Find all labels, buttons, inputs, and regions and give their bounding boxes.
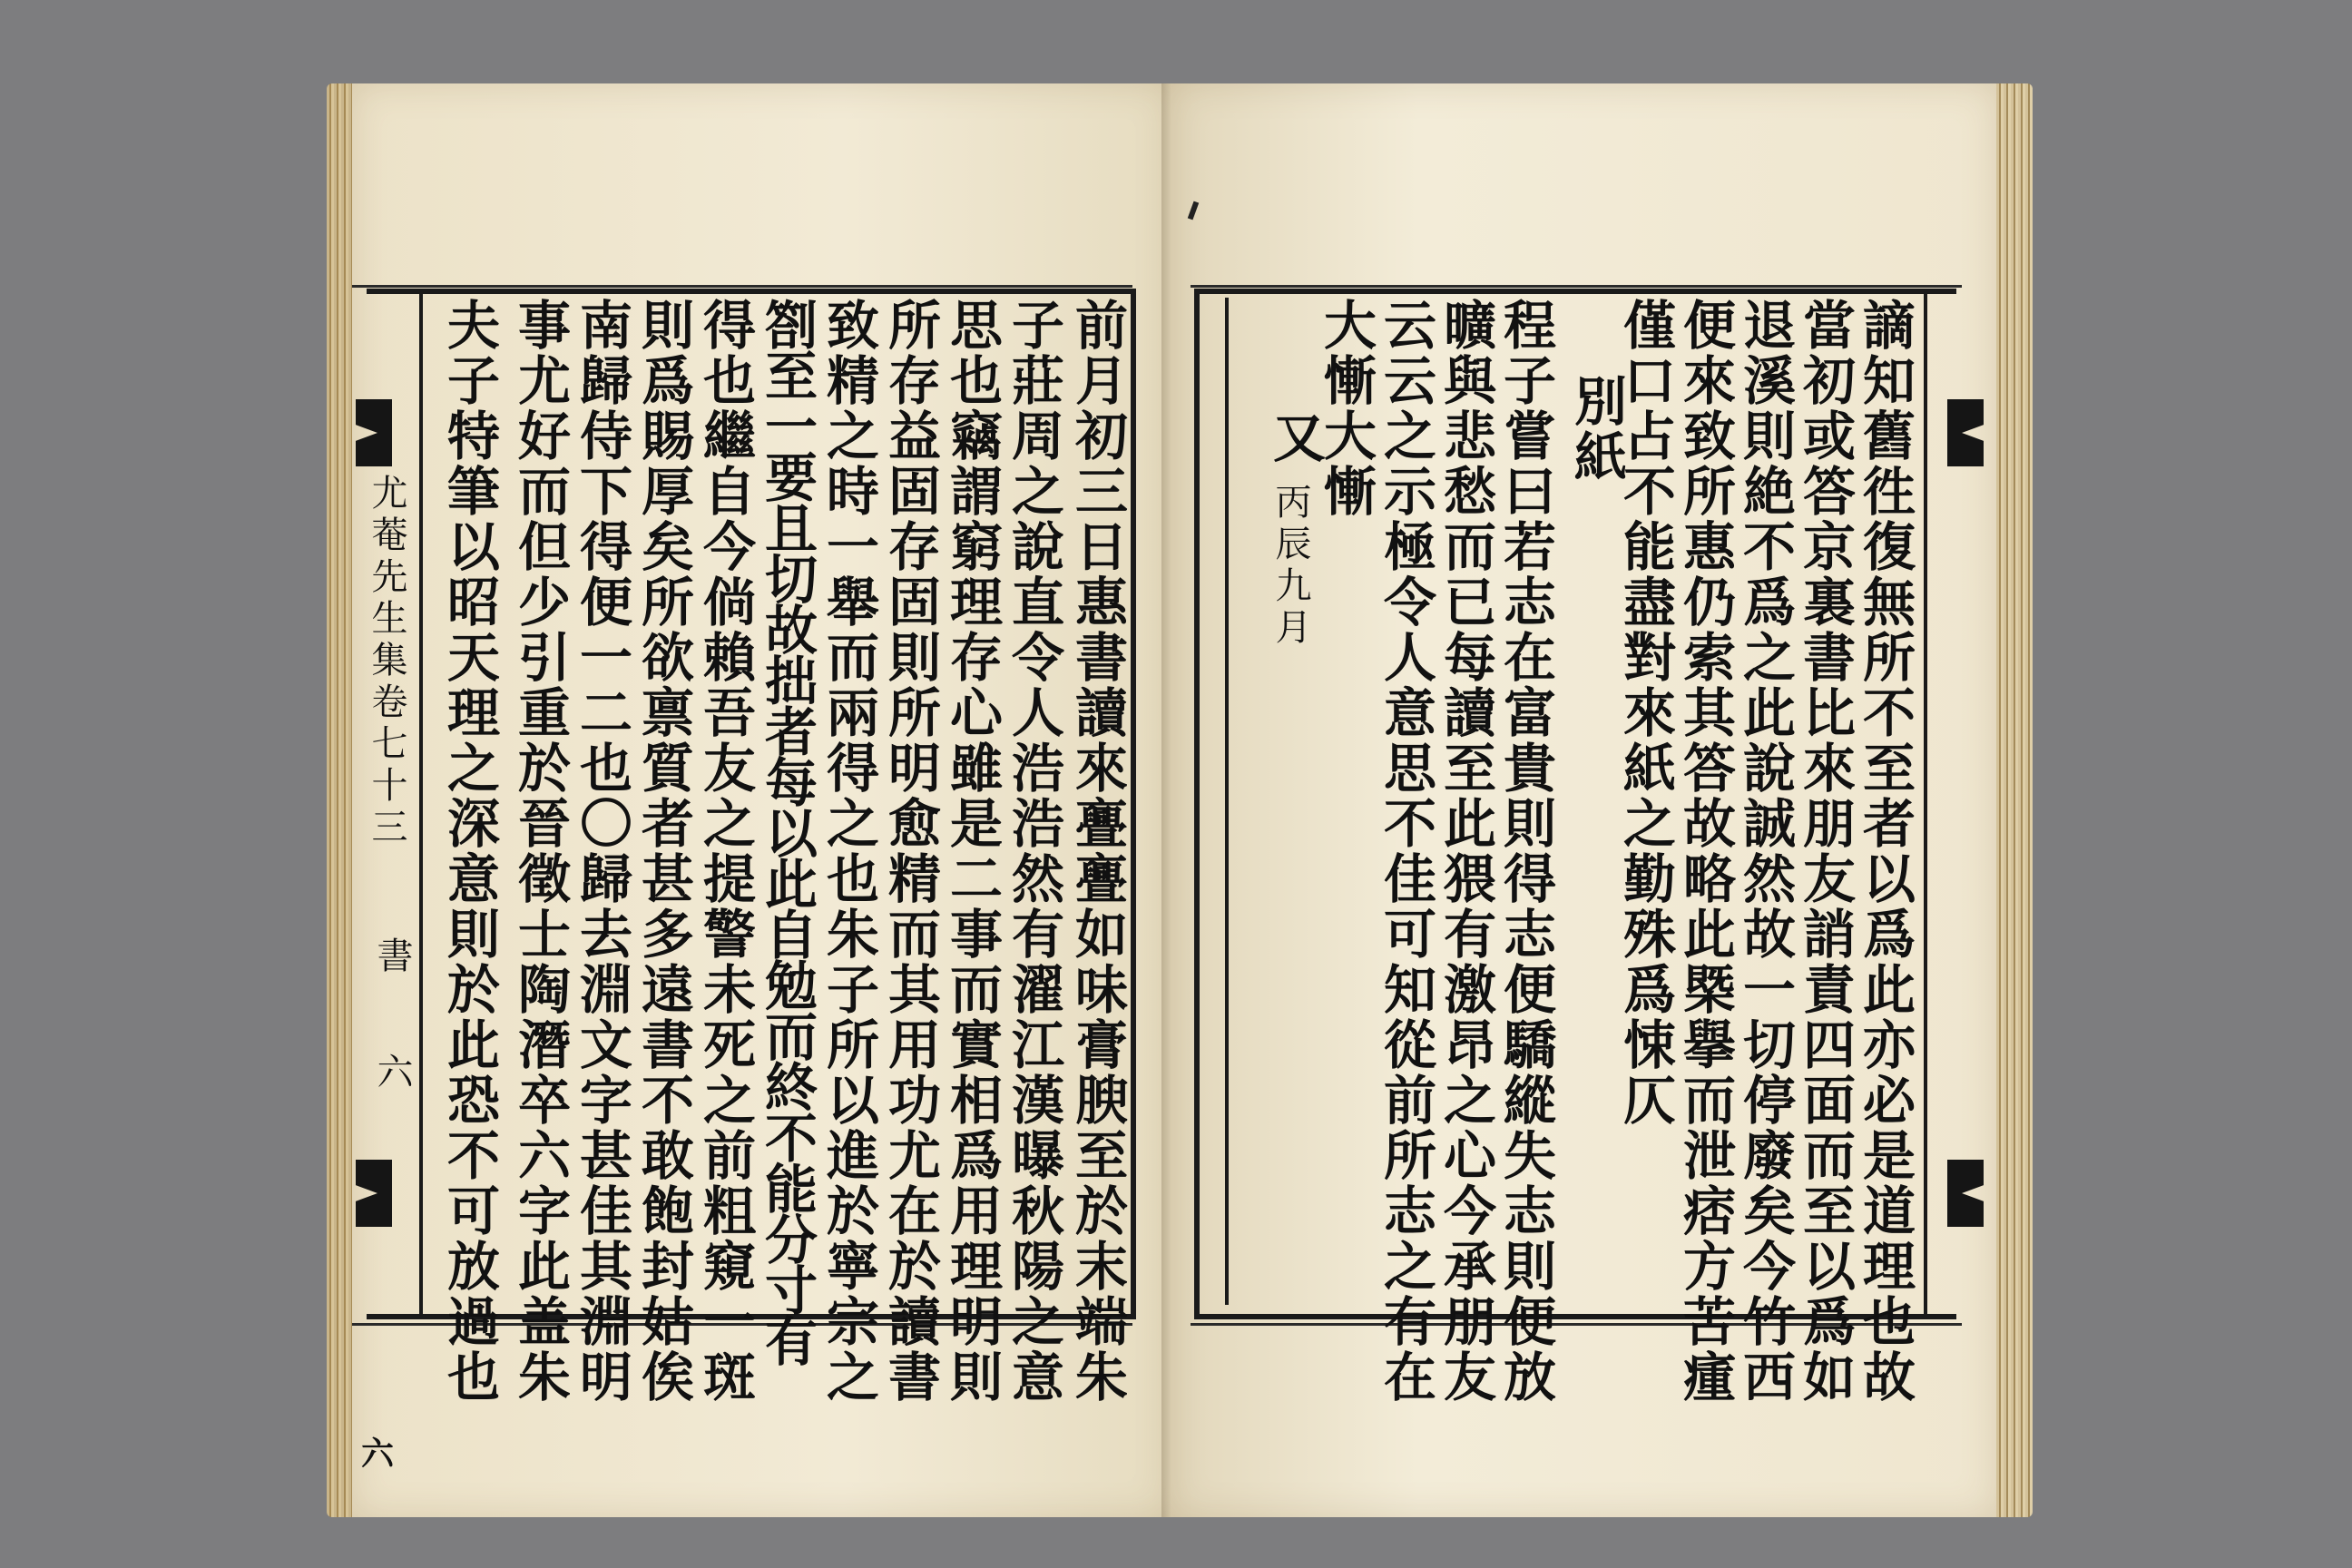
margin-section-label: 書 <box>371 936 413 978</box>
text-column: 僅口占不能盡對來紙之勤殊爲悚仄 <box>1614 298 1676 1128</box>
margin-separator <box>419 289 423 1319</box>
column-rule <box>1225 298 1229 1305</box>
fishtail-ornament-bottom <box>1947 1160 1984 1227</box>
text-column: 得也繼自今倘賴吾友之提警未死之前粗窺一斑 <box>694 298 756 1405</box>
fishtail-ornament-top <box>1947 399 1984 466</box>
margin-page-number: 六 <box>371 1053 413 1094</box>
text-column: 南歸侍下得便一二也〇歸去淵文字甚佳其淵明 <box>571 298 632 1405</box>
ink-mark <box>1188 201 1199 220</box>
left-page <box>352 83 1171 1517</box>
right-page <box>1171 83 1996 1517</box>
text-column: 前月初三日惠書讀來亹亹如味膏腴至於末端朱 <box>1066 298 1128 1405</box>
text-column: 云云之示極令人意思不佳可知從前所志之有在 <box>1375 298 1436 1405</box>
text-column: 當初或答京裏書比來朋友誚責四面而至以爲如 <box>1794 298 1856 1405</box>
text-column: 謫知舊徃復無所不至者以爲此亦必是道理也故 <box>1854 298 1916 1405</box>
top-rule <box>1191 285 1962 288</box>
text-column: 大慚大慚 <box>1315 298 1377 519</box>
section-heading: 又 <box>1264 410 1326 466</box>
margin-book-title: 尤菴先生集卷七十三 <box>366 474 407 849</box>
open-book <box>327 83 2033 1517</box>
text-column: 程子嘗曰若志在富貴則得志便驕縱失志則便放 <box>1494 298 1556 1405</box>
text-column: 致精之時一舉而兩得之也朱子所以進於寧宗之 <box>818 298 879 1405</box>
text-column: 事尤好而但少引重於晉徵士陶潛卒六字此盖朱 <box>509 298 571 1405</box>
text-column: 劄至一要且切故拙者每以此自勉而終不能分寸有 <box>756 298 818 1365</box>
book-fore-edge-left <box>327 83 352 1517</box>
text-column: 所存益固存固則所明愈精而其用功尤在於讀書 <box>879 298 941 1405</box>
text-column: 便來致所惠仍索其答故略此槩擧而泄痞方苦瘇 <box>1674 298 1736 1405</box>
text-column: 子莊周之說直令人浩浩然有濯江漢曝秋陽之意 <box>1003 298 1064 1405</box>
margin-separator <box>1924 289 1927 1319</box>
text-column: 思也竊謂窮理存心雖是二事而實相爲用理明則 <box>941 298 1003 1405</box>
top-rule <box>352 285 1132 288</box>
section-heading: 別紙 <box>1565 374 1627 485</box>
text-column: 退溪則絶不爲之此說誠然故一切停廢矣今竹西 <box>1734 298 1796 1405</box>
text-column: 曠與悲愁而已每讀至此猥有激昂之心今承朋友 <box>1435 298 1496 1405</box>
text-column: 夫子特筆以昭天理之深意則於此恐不可放過也 <box>438 298 500 1405</box>
book-fore-edge-right <box>1996 83 2033 1517</box>
text-column: 則爲賜厚矣所欲禀質者甚多遠書不敢飽封姑俟 <box>632 298 694 1405</box>
date-note: 丙辰九月 <box>1269 483 1311 650</box>
lower-page-number: 六 <box>361 1435 395 1473</box>
